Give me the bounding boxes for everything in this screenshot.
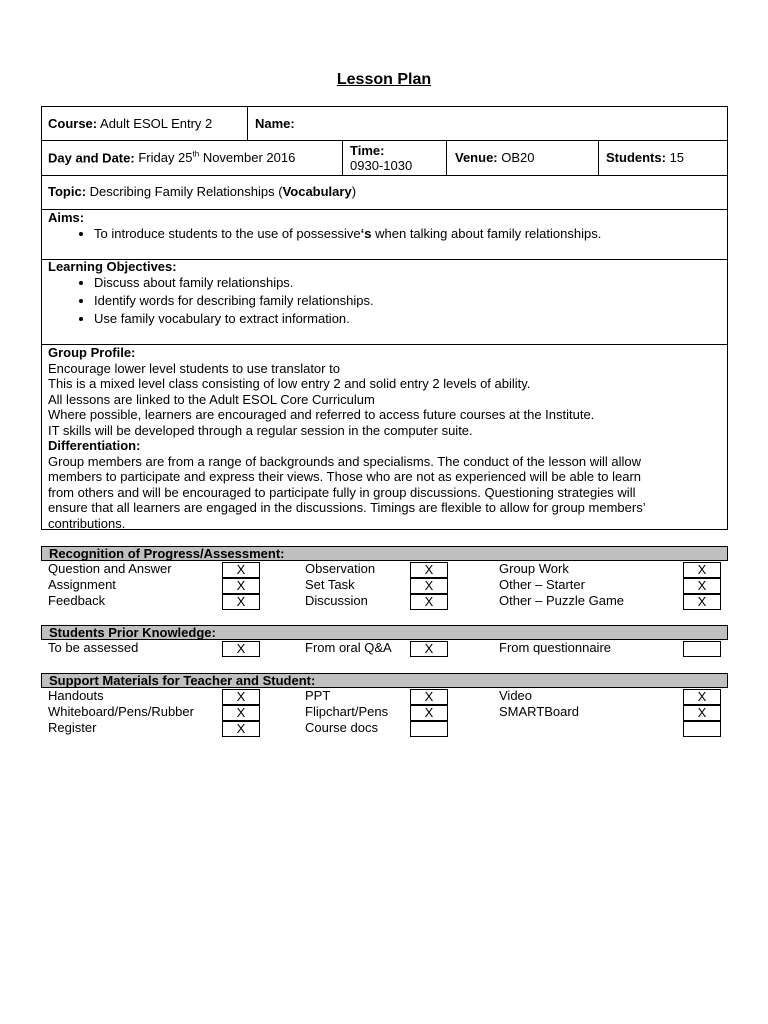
course-label: Course: — [48, 116, 98, 131]
course-value: Adult ESOL Entry 2 — [100, 116, 213, 131]
support-checkbox[interactable]: X — [222, 689, 260, 705]
topic-field — [48, 184, 356, 199]
prior-checkbox[interactable] — [683, 641, 721, 657]
page-title: Lesson Plan — [336, 71, 432, 88]
support-checkbox[interactable]: X — [410, 705, 448, 721]
support-item-label: Flipchart/Pens — [305, 704, 389, 719]
support-checkbox[interactable]: X — [222, 705, 260, 721]
recognition-item-label: Set Task — [305, 577, 355, 592]
support-item-label: Whiteboard/Pens/Rubber — [48, 704, 194, 719]
differentiation-line: ensure that all learners are engaged in the discussions. Timings are flexible to allow for group members’ — [48, 500, 646, 515]
objectives-section — [48, 259, 723, 328]
support-item-label: SMARTBoard — [499, 704, 579, 719]
support-item-label: PPT — [305, 688, 331, 703]
prior-checkbox[interactable]: X — [222, 641, 260, 657]
support-checkbox[interactable]: X — [410, 689, 448, 705]
day-label: Day and Date: — [48, 150, 135, 166]
recognition-item-label: Question and Answer — [48, 561, 172, 576]
day-date-field — [48, 150, 295, 165]
students-field — [606, 150, 684, 165]
differentiation-line: from others and will be encouraged to participate fully in group discussions. Questioning strategies will — [48, 484, 636, 500]
group-profile-label: Group Profile: — [48, 345, 136, 360]
recognition-item-label: Group Work — [499, 561, 569, 576]
venue-value: OB20 — [501, 150, 535, 165]
support-materials-heading: Support Materials for Teacher and Student: — [41, 673, 728, 688]
venue-field — [455, 150, 535, 165]
time-value: 0930-1030 — [350, 158, 413, 173]
recognition-checkbox[interactable]: X — [222, 594, 260, 610]
objective-item: • Identify words for describing family relationships. — [94, 292, 723, 310]
group-profile-line: All lessons are linked to the Adult ESOL Core Curriculum — [48, 391, 375, 407]
time-label: Time: — [350, 143, 385, 158]
recognition-checkbox[interactable]: X — [410, 562, 448, 578]
support-checkbox[interactable]: X — [683, 689, 721, 705]
recognition-item-label: Observation — [305, 561, 376, 576]
group-profile-line: This is a mixed level class consisting of low entry 2 and solid entry 2 levels of ability. — [48, 376, 531, 391]
support-item-label: Register — [48, 720, 97, 735]
objective-item: • Discuss about family relationships. — [94, 274, 723, 292]
recognition-checkbox[interactable]: X — [410, 594, 448, 610]
support-checkbox[interactable] — [410, 721, 448, 737]
support-item-label: Video — [499, 688, 533, 703]
support-checkbox[interactable] — [683, 721, 721, 737]
course-field — [48, 116, 212, 131]
objectives-label: Learning Objectives: — [48, 259, 177, 274]
group-profile-line: Encourage lower level students to use translator to — [48, 360, 340, 376]
recognition-checkbox[interactable]: X — [683, 578, 721, 594]
day-value: Friday 25th November 2016 — [138, 150, 296, 166]
objective-item: • Use family vocabulary to extract information. — [94, 310, 723, 328]
recognition-checkbox[interactable]: X — [683, 562, 721, 578]
support-checkbox[interactable]: X — [683, 705, 721, 721]
recognition-checkbox[interactable]: X — [683, 594, 721, 610]
support-checkbox[interactable]: X — [222, 721, 260, 737]
group-profile-line: Where possible, learners are encouraged and referred to access future courses at the Institute. — [48, 407, 595, 422]
topic-label: Topic: — [48, 184, 87, 199]
recognition-item-label: Assignment — [48, 577, 116, 592]
support-item-label: Handouts — [48, 688, 104, 703]
recognition-checkbox[interactable]: X — [410, 578, 448, 594]
recognition-item-label: Discussion — [305, 593, 368, 608]
time-field — [350, 143, 412, 173]
recognition-heading: Recognition of Progress/Assessment: — [41, 546, 728, 561]
venue-label: Venue: — [455, 150, 498, 165]
prior-knowledge-heading: Students Prior Knowledge: — [41, 625, 728, 640]
topic-value: Describing Family Relationships (Vocabulary) — [89, 184, 357, 199]
name-label: Name: — [255, 116, 295, 131]
differentiation-label: Differentiation: — [48, 438, 141, 453]
name-field — [255, 116, 295, 131]
differentiation-line: contributions. — [48, 515, 126, 531]
recognition-item-label: Other – Starter — [499, 577, 585, 592]
group-profile-line: IT skills will be developed through a regular session in the computer suite. — [48, 422, 473, 438]
prior-checkbox[interactable]: X — [410, 641, 448, 657]
recognition-checkbox[interactable]: X — [222, 562, 260, 578]
differentiation-line: Group members are from a range of backgrounds and specialisms. The conduct of the lesson will allow — [48, 453, 641, 469]
group-profile-section — [48, 345, 726, 531]
support-item-label: Course docs — [305, 720, 378, 735]
recognition-item-label: Other – Puzzle Game — [499, 593, 624, 608]
differentiation-line: members to participate and express their views. Those who are not as experienced will be able to learn — [48, 469, 642, 484]
aims-label: Aims: — [48, 210, 85, 225]
recognition-checkbox[interactable]: X — [222, 578, 260, 594]
prior-item-label: From questionnaire — [499, 640, 611, 655]
prior-item-label: To be assessed — [48, 640, 139, 655]
recognition-item-label: Feedback — [48, 593, 106, 608]
prior-item-label: From oral Q&A — [305, 640, 392, 655]
students-value: 15 — [669, 150, 685, 165]
aims-item: • To introduce students to the use of possessive‘s when talking about family relationships. — [94, 225, 723, 243]
students-label: Students: — [606, 150, 666, 165]
aims-section — [48, 210, 723, 243]
